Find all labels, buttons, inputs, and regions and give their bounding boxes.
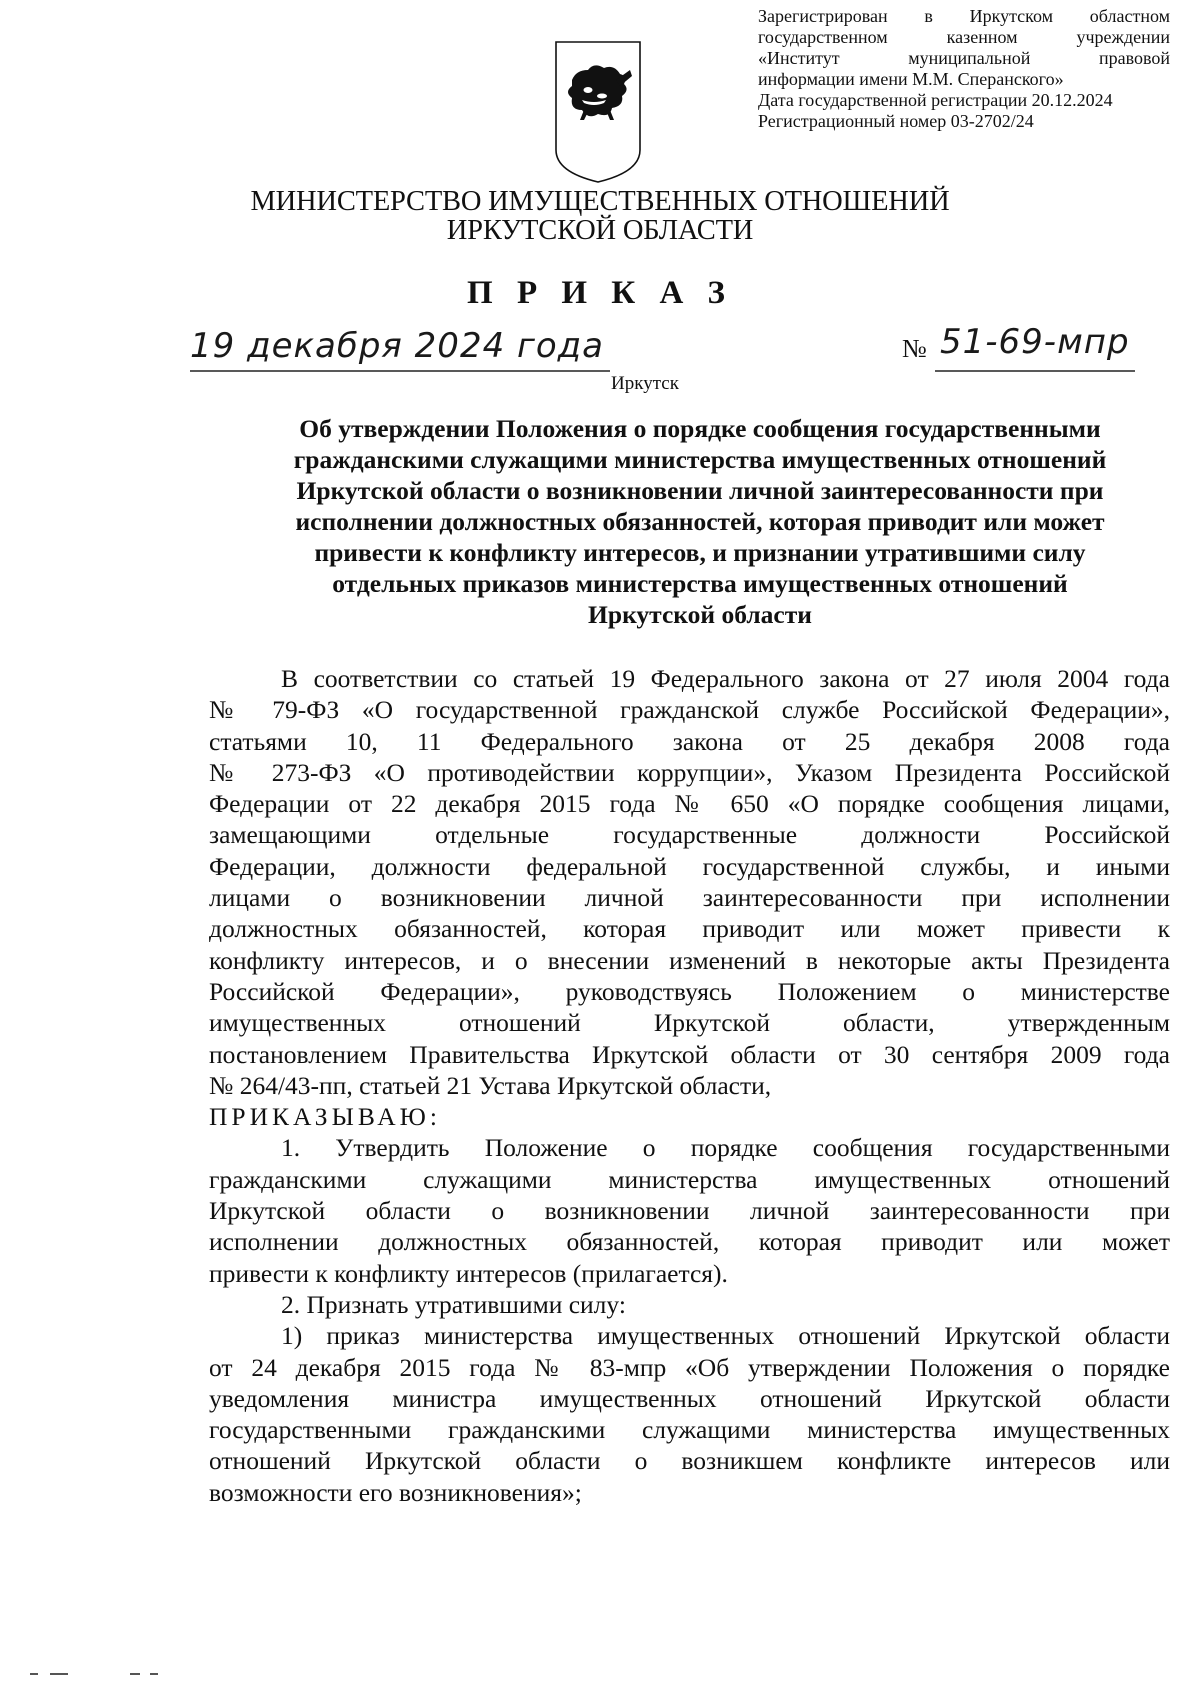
item2-1-line: отношений Иркутской области о возникшем конфликте интересов или: [209, 1446, 1170, 1476]
registration-line: «Институт муниципальной правовой: [758, 48, 1170, 68]
item1-line: Иркутской области о возникновении личной заинтересованности при: [209, 1196, 1170, 1226]
title-line: гражданскими служащими министерства имущественных отношений: [293, 445, 1107, 474]
scan-speck: [150, 1673, 158, 1675]
preamble-line: № 264/43-пп, статьей 21 Устава Иркутской области,: [209, 1070, 772, 1100]
item2-heading: 2. Признать утратившими силу:: [281, 1289, 626, 1319]
order-title: [210, 413, 1190, 630]
preamble-line: должностных обязанностей, которая приводит или может привести к: [209, 914, 1170, 944]
item2-1-line: государственными гражданскими служащими министерства имущественных: [209, 1415, 1170, 1445]
ministry-name-line1: МИНИСТЕРСТВО ИМУЩЕСТВЕННЫХ ОТНОШЕНИЙ: [250, 186, 950, 217]
title-line: Об утверждении Положения о порядке сообщения государственными: [299, 414, 1101, 443]
scan-speck: [50, 1673, 68, 1675]
item1-line: 1. Утвердить Положение о порядке сообщения государственными: [281, 1133, 1170, 1163]
title-line: исполнении должностных обязанностей, которая приводит или может: [295, 507, 1105, 536]
document-type-title: П Р И К А З: [467, 275, 733, 311]
title-line: отдельных приказов министерства имущественных отношений: [332, 569, 1068, 598]
item2-1-line: 1) приказ министерства имущественных отношений Иркутской области: [281, 1321, 1170, 1351]
scan-speck: [130, 1673, 140, 1675]
preamble-line: Российской Федерации», руководствуясь Положением о министерстве: [209, 976, 1170, 1006]
preamble-line: Федерации от 22 декабря 2015 года № 650 «О порядке сообщения лицами,: [209, 789, 1170, 819]
preamble-line: имущественных отношений Иркутской области, утвержденным: [209, 1008, 1170, 1038]
preamble-line: лицами о возникновении личной заинтересованности при исполнении: [209, 883, 1170, 913]
registration-stamp: [758, 6, 1170, 132]
preamble-line: Федерации, должности федеральной государственной службы, и иными: [209, 851, 1170, 881]
order-directive: ПРИКАЗЫВАЮ:: [209, 1102, 441, 1132]
city: Иркутск: [611, 373, 679, 394]
preamble-line: № 273-ФЗ «О противодействии коррупции», Указом Президента Российской: [209, 757, 1170, 787]
preamble-line: замещающими отдельные государственные должности Российской: [209, 820, 1170, 850]
item1-line: гражданскими служащими министерства имущественных отношений: [209, 1164, 1170, 1194]
title-line: Иркутской области: [588, 600, 812, 629]
preamble-line: В соответствии со статьей 19 Федерального закона от 27 июля 2004 года: [281, 664, 1170, 693]
scan-speck: [30, 1673, 38, 1675]
registration-line: Регистрационный номер 03-2702/24: [758, 111, 1034, 131]
item1-line: привести к конфликту интересов (прилагается).: [209, 1258, 728, 1288]
preamble-line: № 79-ФЗ «О государственной гражданской службе Российской Федерации»,: [209, 695, 1170, 725]
item1-line: исполнении должностных обязанностей, которая приводит или может: [209, 1227, 1170, 1257]
irkutsk-coat-of-arms-icon: [554, 40, 642, 184]
registration-line: Дата государственной регистрации 20.12.2024: [758, 90, 1113, 110]
registration-line: информации имени М.М. Сперанского»: [758, 69, 1064, 89]
preamble-line: постановлением Правительства Иркутской области от 30 сентября 2009 года: [209, 1039, 1170, 1069]
number-label: №: [902, 334, 927, 363]
registration-line: Зарегистрирован в Иркутском областном: [758, 6, 1170, 26]
title-line: Иркутской области о возникновении личной заинтересованности при: [296, 476, 1104, 505]
title-line: привести к конфликту интересов, и признании утратившими силу: [314, 538, 1086, 567]
item2-1-line: от 24 декабря 2015 года № 83-мпр «Об утверждении Положения о порядке: [209, 1352, 1170, 1382]
preamble-line: статьями 10, 11 Федерального закона от 25 декабря 2008 года: [209, 726, 1170, 756]
item2-1-line: уведомления министра имущественных отношений Иркутской области: [209, 1383, 1170, 1413]
order-body: [209, 663, 1170, 1508]
ministry-name-line2: ИРКУТСКОЙ ОБЛАСТИ: [446, 215, 754, 246]
handwritten-date: 19 декабря 2024 года: [190, 326, 605, 366]
handwritten-order-number: 51-69-мпр: [940, 322, 1130, 362]
item2-1-line: возможности его возникновения»;: [209, 1477, 582, 1507]
registration-line: государственном казенном учреждении: [758, 27, 1170, 47]
preamble-line: конфликту интересов, и о внесении изменений в некоторые акты Президента: [209, 945, 1170, 975]
